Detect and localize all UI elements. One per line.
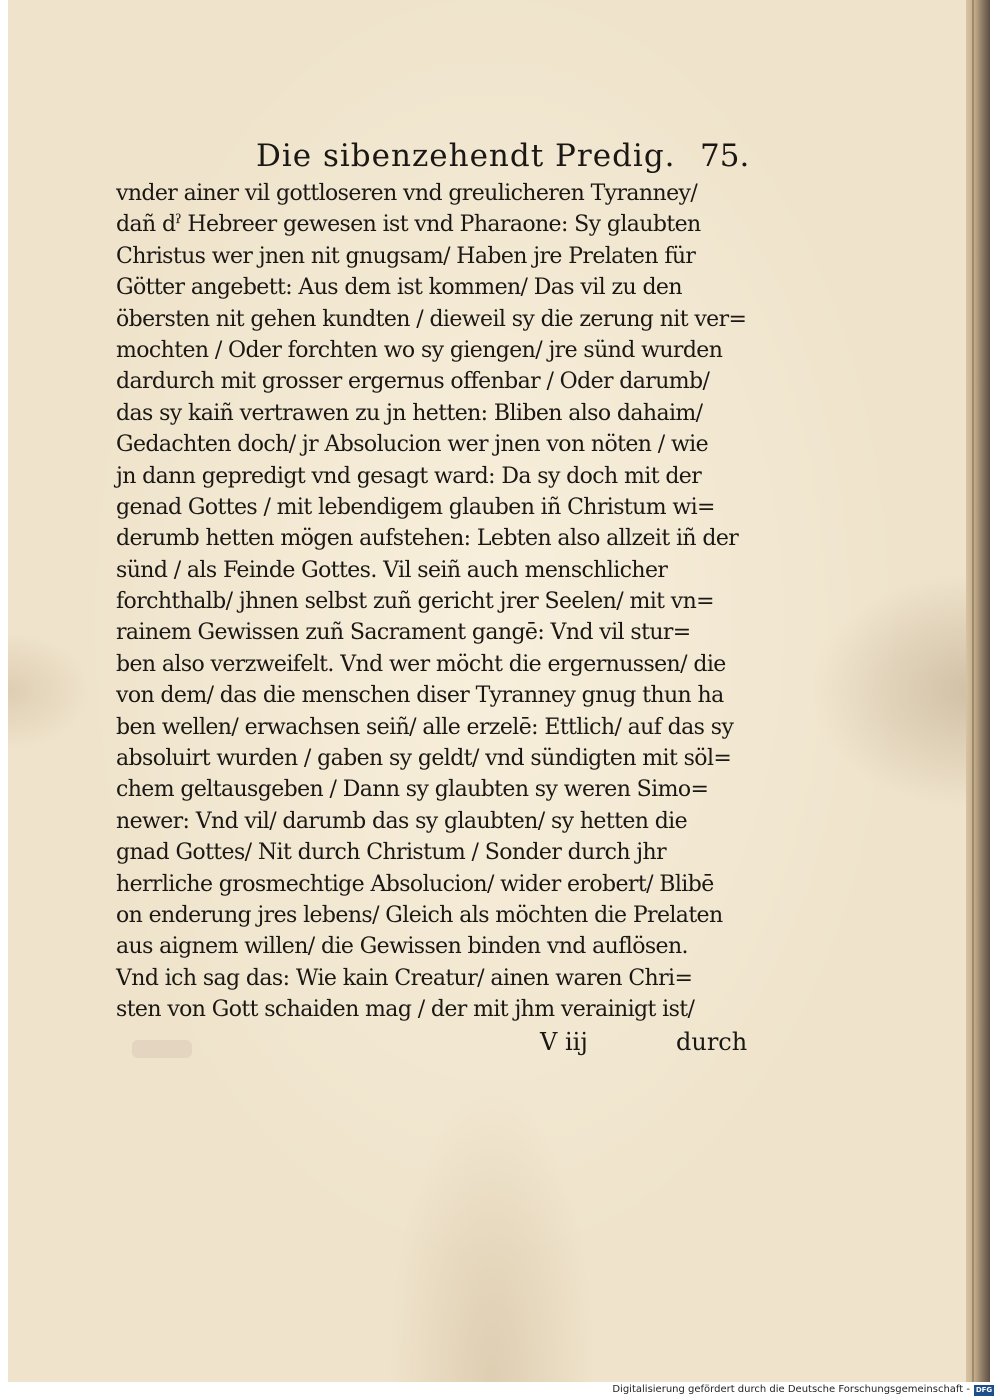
text-line: aus aignem willen/ die Gewissen binden vnd auflösen.	[116, 934, 688, 960]
text-line: herrliche grosmechtige Absolucion/ wider erobert/ Blibē	[116, 871, 714, 897]
text-line: Götter angebett: Aus dem ist kommen/ Das vil zu den	[116, 275, 682, 301]
text-line: genad Gottes / mit lebendigem glauben iñ Christum wi=	[116, 494, 715, 520]
text-line: mochten / Oder forchten wo sy giengen/ jre sünd wurden	[116, 337, 723, 363]
text-line: gnad Gottes/ Nit durch Christum / Sonder durch jhr	[116, 840, 667, 866]
text-line: forchthalb/ jhnen selbst zuñ gericht jrer Seelen/ mit vn=	[116, 589, 715, 615]
text-line: rainem Gewissen zuñ Sacrament gangē: Vnd vil stur=	[116, 620, 691, 646]
text-line: Vnd ich sag das: Wie kain Creatur/ ainen waren Chri=	[116, 965, 693, 991]
text-line: das sy kaiñ vertrawen zu jn hetten: Bliben also dahaim/	[116, 400, 703, 426]
funding-credit: Digitalisierung gefördert durch die Deutsche Forschungsgemeinschaft -	[612, 1384, 970, 1395]
text-line: jn dann gepredigt vnd gesagt ward: Da sy doch mit der	[116, 463, 702, 489]
text-line: ben also verzweifelt. Vnd wer möcht die ergernussen/ die	[116, 651, 726, 677]
page-footer-marks	[116, 1026, 776, 1060]
text-line: von dem/ das die menschen diser Tyranney gnug thun ha	[116, 683, 724, 709]
running-title: Die sibenzehendt Predig.	[256, 138, 676, 174]
text-line: dañ dˀ Hebreer gewesen ist vnd Pharaone: Sy glaubten	[116, 212, 701, 238]
dfg-logo-icon: DFG	[975, 1386, 993, 1394]
page-text-block	[116, 138, 776, 1060]
signature-mark: V iij	[540, 1027, 588, 1056]
text-line: sten von Gott schaiden mag / der mit jhm verainigt ist/	[116, 997, 695, 1023]
folio-number: 75.	[700, 138, 750, 174]
text-line: ben wellen/ erwachsen seiñ/ alle erzelē: Ettlich/ auf das sy	[116, 714, 734, 740]
page-fore-edge	[966, 0, 990, 1382]
text-line: dardurch mit grosser ergernus offenbar / Oder darumb/	[116, 369, 710, 395]
text-line: Gedachten doch/ jr Absolucion wer jnen von nöten / wie	[116, 432, 709, 458]
text-line: absoluirt wurden / gaben sy geldt/ vnd sündigten mit söl=	[116, 746, 732, 772]
body-text	[116, 178, 776, 1026]
text-line: sünd / als Feinde Gottes. Vil seiñ auch menschlicher	[116, 557, 668, 583]
text-line: Christus wer jnen nit gnugsam/ Haben jre Prelaten für	[116, 243, 696, 269]
text-line: vnder ainer vil gottloseren vnd greulicheren Tyranney/	[116, 181, 698, 206]
leaf-edge-line	[972, 0, 974, 1382]
text-line: newer: Vnd vil/ darumb das sy glaubten/ sy hetten die	[116, 808, 688, 834]
page-header	[116, 138, 776, 178]
text-line: chem geltausgeben / Dann sy glaubten sy weren Simo=	[116, 777, 709, 803]
text-line: on enderung jres lebens/ Gleich als möchten die Prelaten	[116, 902, 723, 928]
text-line: derumb hetten mögen aufstehen: Lebten also allzeit iñ der	[116, 526, 739, 552]
text-line: öbersten nit gehen kundten / dieweil sy die zerung nit ver=	[116, 306, 747, 332]
catchword: durch	[676, 1027, 748, 1056]
